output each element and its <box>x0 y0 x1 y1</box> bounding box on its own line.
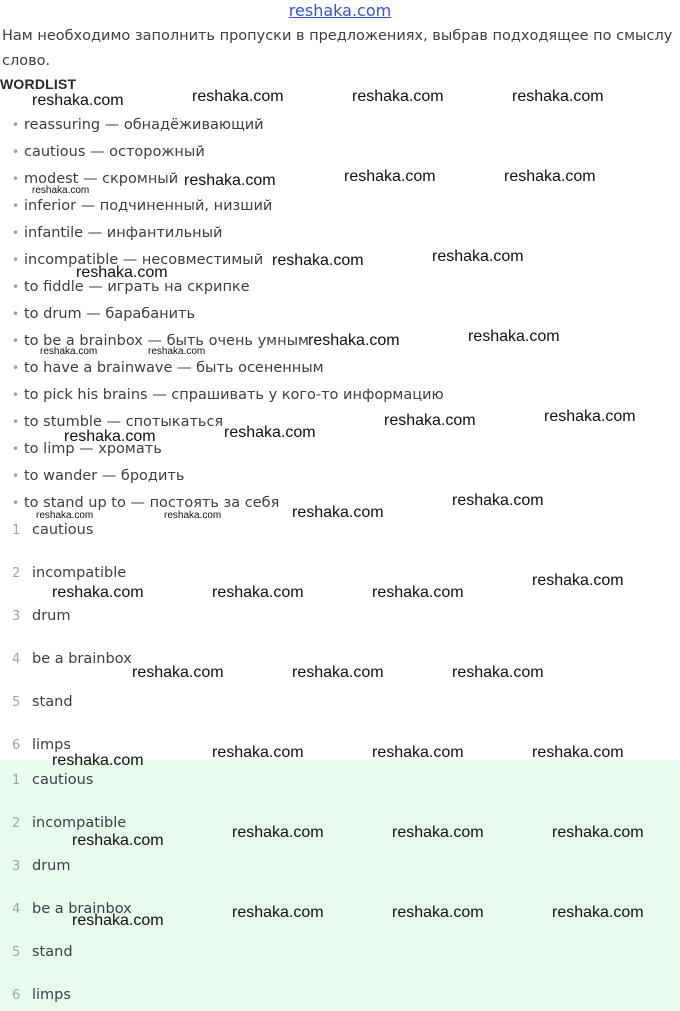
bullet-icon: • <box>12 415 20 429</box>
wordlist-item: • incompatible — несовместимый <box>12 249 263 271</box>
watermark: reshaka.com <box>72 832 164 849</box>
bullet-icon: • <box>12 442 20 456</box>
bullet-icon: • <box>12 253 20 267</box>
answer-item: 4 be a brainbox <box>12 901 132 917</box>
watermark: reshaka.com <box>372 744 464 761</box>
watermark: reshaka.com <box>224 424 316 441</box>
watermark: reshaka.com <box>212 744 304 761</box>
watermark: reshaka.com <box>32 92 124 109</box>
bullet-icon: • <box>12 361 20 375</box>
answer-item: 6 limps <box>12 987 71 1003</box>
watermark: reshaka.com <box>344 168 436 185</box>
watermark: reshaka.com <box>40 346 98 357</box>
wordlist-item: • to be a brainbox — быть очень умным <box>12 330 309 352</box>
watermark: reshaka.com <box>504 168 596 185</box>
watermark: reshaka.com <box>36 510 94 521</box>
wordlist-item: • to have a brainwave — быть осененным <box>12 357 324 379</box>
site-title-link[interactable]: reshaka.com <box>288 1 392 20</box>
watermark: reshaka.com <box>64 428 156 445</box>
wordlist-heading: WORDLIST <box>0 76 77 92</box>
bullet-icon: • <box>12 496 20 510</box>
watermark: reshaka.com <box>164 510 222 521</box>
wordlist-item: • inferior — подчиненный, низший <box>12 195 272 217</box>
answer-item: 5 stand <box>12 694 73 710</box>
wordlist-item: • to stand up to — постоять за себя <box>12 492 279 514</box>
bullet-icon: • <box>12 280 20 294</box>
wordlist-item: • modest — скромный <box>12 168 178 190</box>
watermark: reshaka.com <box>384 412 476 429</box>
wordlist-item: • reassuring — обнадёживающий <box>12 114 264 136</box>
answer-item: 1 cautious <box>12 772 94 788</box>
watermark: reshaka.com <box>132 664 224 681</box>
watermark: reshaka.com <box>192 88 284 105</box>
watermark: reshaka.com <box>292 664 384 681</box>
answer-item: 5 stand <box>12 944 73 960</box>
watermark: reshaka.com <box>452 492 544 509</box>
watermark: reshaka.com <box>544 408 636 425</box>
wordlist-item: • to drum — барабанить <box>12 303 195 325</box>
answer-item: 3 drum <box>12 858 71 874</box>
watermark: reshaka.com <box>532 744 624 761</box>
watermark: reshaka.com <box>232 824 324 841</box>
watermark: reshaka.com <box>352 88 444 105</box>
watermark: reshaka.com <box>148 346 206 357</box>
watermark: reshaka.com <box>308 332 400 349</box>
task-instruction: Нам необходимо заполнить пропуски в предложениях, выбрав подходящее по смыслу слово. <box>2 28 673 69</box>
bullet-icon: • <box>12 307 20 321</box>
wordlist-item: • to fiddle — играть на скрипке <box>12 276 250 298</box>
bullet-icon: • <box>12 145 20 159</box>
watermark: reshaka.com <box>232 904 324 921</box>
watermark: reshaka.com <box>512 88 604 105</box>
watermark: reshaka.com <box>468 328 560 345</box>
answer-item: 1 cautious <box>12 522 94 538</box>
watermark: reshaka.com <box>212 584 304 601</box>
wordlist-item: • infantile — инфантильный <box>12 222 222 244</box>
answer-item: 2 incompatible <box>12 815 127 831</box>
watermark: reshaka.com <box>532 572 624 589</box>
answer-item: 3 drum <box>12 608 71 624</box>
answer-highlight-panel <box>0 760 680 1011</box>
watermark: reshaka.com <box>52 584 144 601</box>
answer-item: 6 limps <box>12 737 71 753</box>
watermark: reshaka.com <box>552 824 644 841</box>
watermark: reshaka.com <box>372 584 464 601</box>
wordlist-item: • to limp — хромать <box>12 438 162 460</box>
watermark: reshaka.com <box>552 904 644 921</box>
watermark: reshaka.com <box>272 252 364 269</box>
bullet-icon: • <box>12 388 20 402</box>
watermark: reshaka.com <box>52 752 144 769</box>
bullet-icon: • <box>12 199 20 213</box>
wordlist-item: • to wander — бродить <box>12 465 184 487</box>
bullet-icon: • <box>12 172 20 186</box>
watermark: reshaka.com <box>432 248 524 265</box>
wordlist-item: • to pick his brains — спрашивать у кого-то информацию <box>12 384 444 406</box>
bullet-icon: • <box>12 118 20 132</box>
watermark: reshaka.com <box>72 912 164 929</box>
wordlist-item: • cautious — осторожный <box>12 141 205 163</box>
bullet-icon: • <box>12 469 20 483</box>
watermark: reshaka.com <box>452 664 544 681</box>
watermark: reshaka.com <box>76 264 168 281</box>
bullet-icon: • <box>12 226 20 240</box>
watermark: reshaka.com <box>184 172 276 189</box>
watermark: reshaka.com <box>32 185 90 196</box>
answer-item: 4 be a brainbox <box>12 651 132 667</box>
bullet-icon: • <box>12 334 20 348</box>
watermark: reshaka.com <box>292 504 384 521</box>
wordlist-item: • to stumble — спотыкаться <box>12 411 223 433</box>
watermark: reshaka.com <box>392 824 484 841</box>
watermark: reshaka.com <box>392 904 484 921</box>
answer-item: 2 incompatible <box>12 565 127 581</box>
